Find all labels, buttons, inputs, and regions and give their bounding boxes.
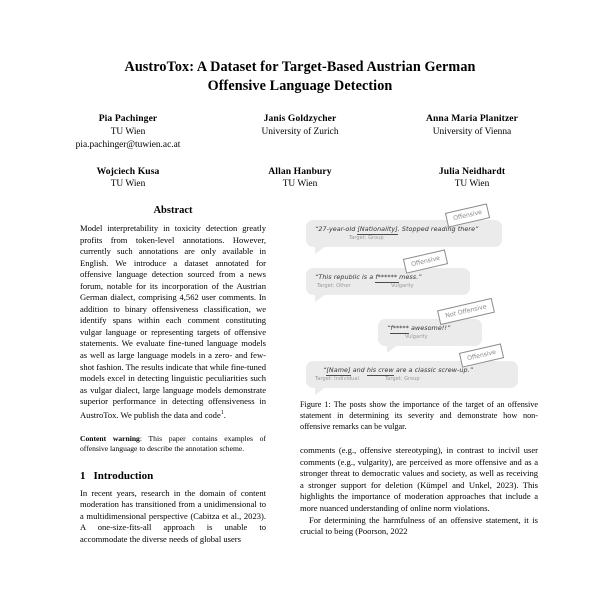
post-text-before: “This republic is a	[315, 273, 376, 281]
section-number: 1	[80, 469, 86, 482]
author-block-julia-neidhardt	[386, 165, 558, 192]
abstract-text: Model interpretability in toxicity detection greatly profits from token-level annotations. However, currently such annotations are only available in English. We introduce a dataset annotated for offensive language detection sourced from a news forum, notable for its incorporation of the Austrian German dialect, comprising 4,562 user comments. In addition to binary offensiveness classification, we identify spans within each comment constituting vulgar language or representing targets of offensive statements. We evaluate fine-tuned language models as well as large language models in a zero- and few-shot fashion. The results indicate that while fine-tuned models excel in detecting linguistic peculiarities such as vulgar dialect, large language models demonstrate superior performance in detecting offensiveness in AustroTox. We publish the data and code	[80, 223, 266, 420]
abstract-heading: Abstract	[153, 205, 193, 216]
author-block-janis-goldzycher	[214, 112, 386, 153]
body-columns	[0, 205, 600, 600]
author-row-1	[0, 112, 600, 153]
span-labels-3	[387, 334, 473, 342]
author-block-allan-hanbury	[214, 165, 386, 192]
span-labels-1	[315, 235, 493, 243]
span-label-vulgarity: Vulgarity	[391, 283, 414, 289]
author-name: Allan Hanbury	[268, 165, 332, 177]
content-warning-label: Content warning	[80, 434, 140, 444]
tag-offensive-2: Offensive	[403, 249, 449, 273]
target-group-span: his crew	[366, 366, 394, 374]
author-block-wojciech-kusa	[42, 165, 214, 192]
post-text-3	[387, 324, 473, 332]
right-paragraph-1: comments (e.g., offensive stereotyping), in contrast to incivil user comments (e.g., vulgarity), are perceived as more offensive and as a stronger threat to democratic values and society, as well as receiving a stronger support for deletion (Kümpel and Unkel, 2023). This highlights the importance of moderation approaches that include a more nuanced understanding of online norm violations.	[300, 445, 538, 514]
figure-1	[300, 206, 538, 391]
author-block-pia-pachinger	[42, 112, 214, 153]
author-affiliation: TU Wien	[110, 126, 146, 137]
post-text-mid: and	[350, 366, 367, 374]
content-warning	[80, 434, 266, 454]
abstract-paragraph	[80, 223, 266, 421]
bubble-tail	[315, 246, 326, 254]
abstract-text-end: .	[223, 409, 226, 420]
author-row-2	[0, 165, 600, 192]
post-bubble-2	[306, 268, 470, 295]
figure-caption-label: Figure 1:	[300, 400, 331, 409]
span-label-target-other: Target: Other	[317, 283, 351, 289]
post-text-before: “	[387, 324, 391, 332]
title-line-2: Offensive Language Detection	[207, 78, 393, 94]
post-text-before: “27-year-old	[315, 225, 358, 233]
span-label-target-individual: Target: Individual	[315, 376, 359, 382]
author-name: Pia Pachinger	[98, 113, 158, 124]
span-label-vulgarity: Vulgarity	[405, 334, 428, 340]
post-bubble-3	[378, 319, 482, 346]
tag-offensive-1: Offensive	[445, 203, 491, 227]
figure-caption-text: The posts show the importance of the target of an offensive statement in determining its severity and demonstrate how non-offensive remarks can be vulgar.	[300, 400, 538, 432]
post-text-after: mess.”	[399, 273, 422, 281]
post-bubble-4	[306, 361, 518, 388]
author-affiliation: University of Vienna	[432, 126, 512, 137]
post-text-after: are a classic screw-up.”	[393, 366, 474, 374]
bubble-tail	[387, 345, 398, 353]
author-affiliation: University of Zurich	[261, 126, 339, 137]
post-text-1	[315, 225, 493, 233]
target-individual-span: [Name]	[326, 366, 351, 374]
section-heading-introduction	[80, 470, 266, 482]
post-text-2	[315, 273, 461, 281]
author-name: Wojciech Kusa	[96, 165, 160, 177]
tag-not-offensive-3: Not Offensive	[437, 298, 495, 325]
author-affiliation: TU Wien	[282, 179, 318, 189]
vulgarity-span: f******	[375, 273, 400, 281]
author-name: Anna Maria Planitzer	[425, 113, 519, 124]
author-affiliation: TU Wien	[110, 179, 146, 189]
author-name: Janis Goldzycher	[263, 113, 337, 124]
span-labels-4	[315, 376, 509, 384]
right-column-body	[300, 445, 538, 537]
target-span: [Nationality]	[357, 225, 398, 233]
span-label-target-group: Target: Group	[349, 235, 384, 241]
post-bubble-1	[306, 220, 502, 247]
abstract-footnote-marker[interactable]: 1	[220, 409, 224, 416]
post-text-after: . Stopped reading there”	[397, 225, 479, 233]
author-affiliation: TU Wien	[454, 179, 490, 189]
author-name: Julia Neidhardt	[438, 165, 506, 177]
right-paragraph-2: For determining the harmfulness of an offensive statement, it is crucial to being (Poorson, 2022	[300, 514, 538, 537]
author-email[interactable]: pia.pachinger@tuwien.ac.at	[75, 140, 181, 150]
title-line-1: AustroTox: A Dataset for Target-Based Austrian German	[124, 59, 476, 75]
right-column	[300, 205, 538, 600]
author-block-anna-maria-planitzer	[386, 112, 558, 153]
left-column	[62, 205, 284, 600]
section-title: Introduction	[93, 469, 154, 482]
bubble-tail	[315, 387, 326, 395]
post-text-after: awesome!!”	[408, 324, 451, 332]
introduction-paragraph: In recent years, research in the domain of content moderation has transitioned from a unidimensional to a multidimensional perspective (Cabitza et al., 2023). A one-size-fits-all approach is unable to accommodate the diverse needs of global users	[80, 487, 266, 544]
tag-offensive-4: Offensive	[459, 343, 505, 367]
page-title	[0, 0, 600, 96]
span-labels-2	[315, 283, 461, 291]
bubble-tail	[315, 294, 326, 302]
span-label-target-group: Target: Group	[385, 376, 420, 382]
content-warning-text: : This paper contains examples of offensive language to describe the annotation scheme.	[80, 434, 266, 454]
vulgarity-span: f*****	[390, 324, 409, 332]
figure-caption	[300, 399, 538, 432]
post-text-4	[323, 366, 509, 374]
post-text-before: “	[323, 366, 327, 374]
